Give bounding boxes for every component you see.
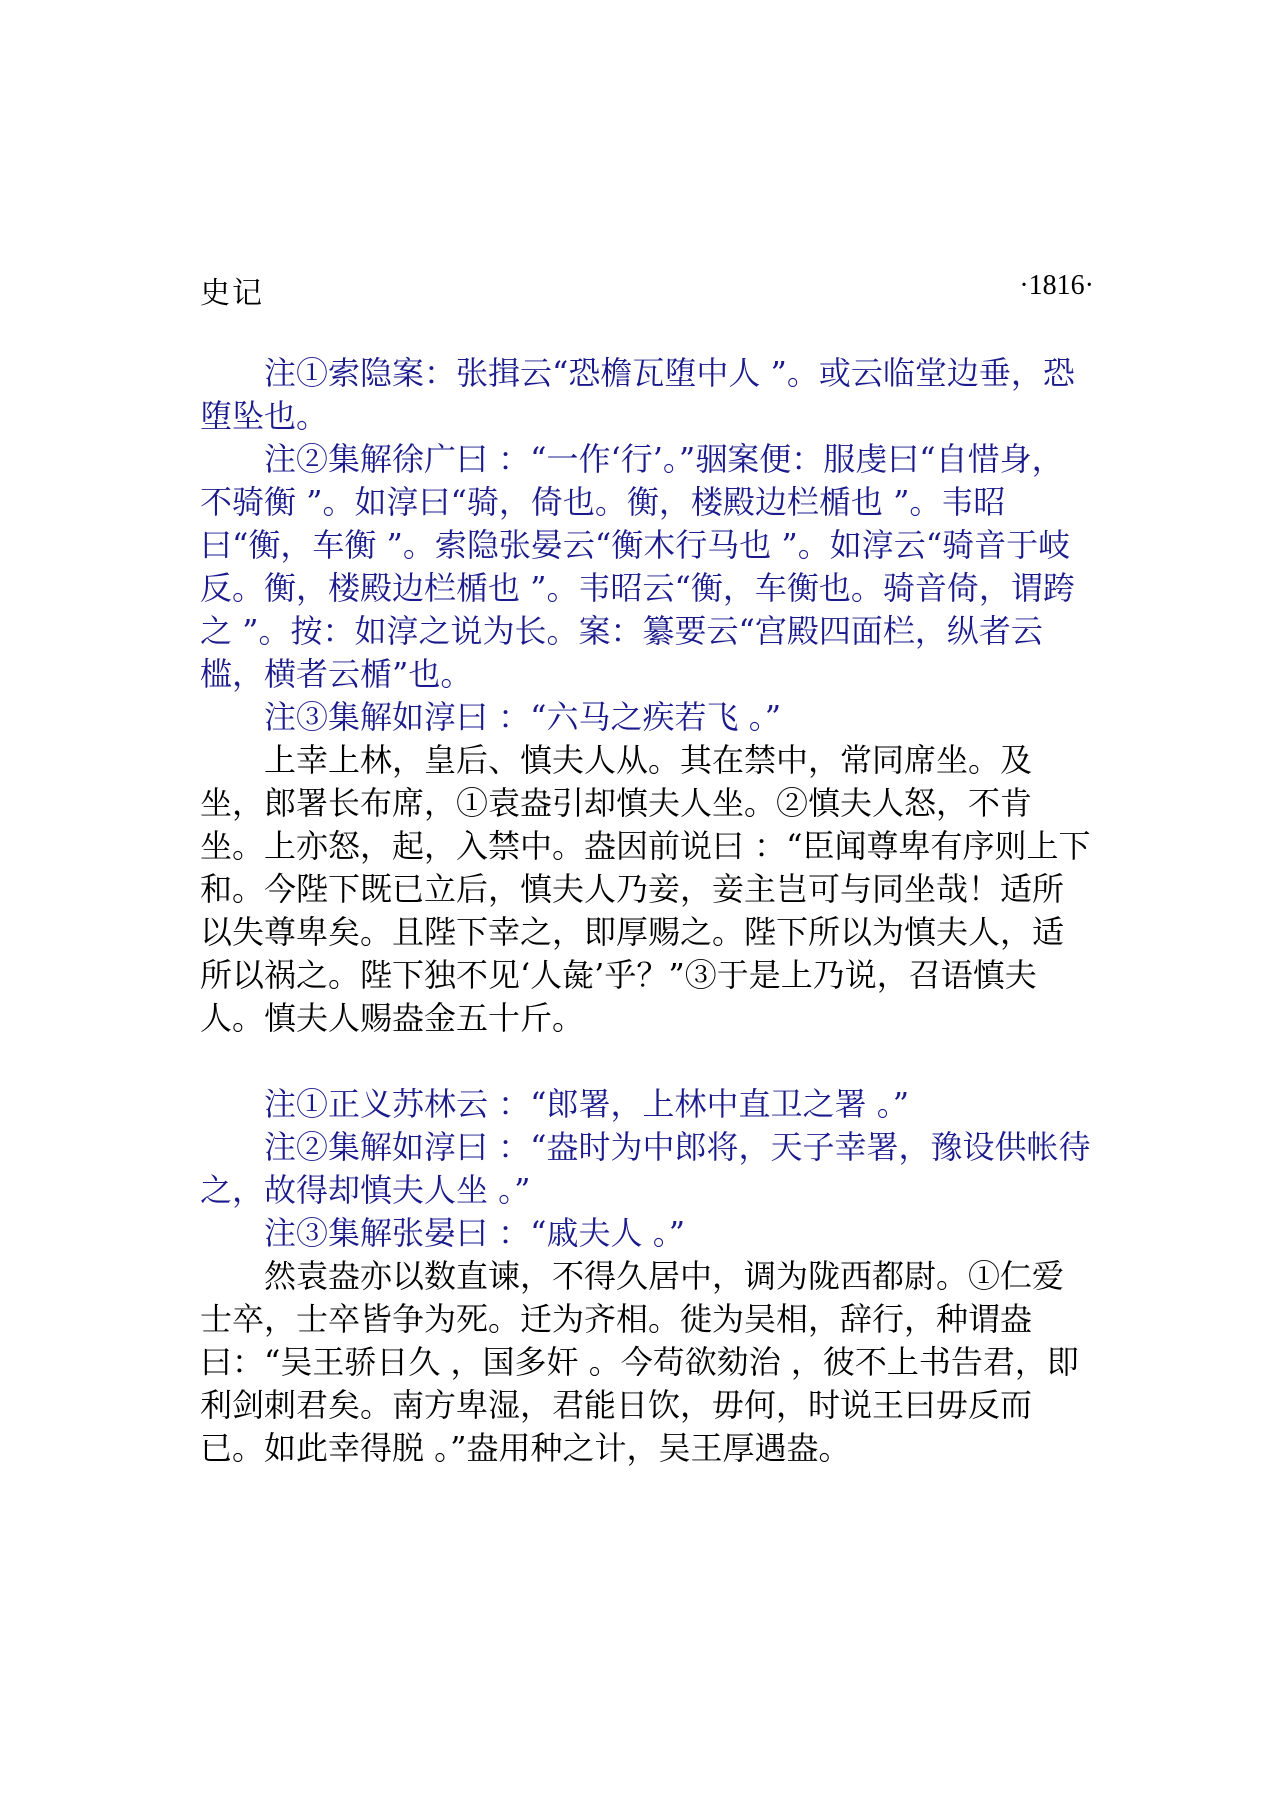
annotation-note: 注②集解如淳曰 ：“盎时为中郎将，天子幸署，豫设供帐待之，故得却慎夫人坐 。” [200, 1128, 1091, 1209]
page-number: ·1816· [1019, 270, 1094, 301]
annotation-note: 注②集解徐广曰 ：“一作‘行’。”骃案便：服虔曰“自惜身，不骑衡 ”。如淳曰“骑，倚也。衡，楼殿边栏楯也 ”。韦昭曰“衡，车衡 ”。索隐张晏云“衡木行马也 ”。如淳云“骑音于岐反。衡，楼殿边栏楯也 ”。韦昭云“衡，车衡也。骑音倚，谓跨之 ”。按：如淳之说为长。案：纂要云“宫殿四面栏，纵者云槛，横者云楯”也。 [200, 440, 1075, 693]
section-divider [200, 1040, 1094, 1083]
annotation-note: 注①索隐案：张揖云“恐檐瓦堕中人 ”。或云临堂边垂，恐堕坠也。 [200, 354, 1075, 435]
body-paragraph: 然袁盎亦以数直谏，不得久居中，调为陇西都尉。①仁爱士卒，士卒皆争为死。迁为齐相。徙为吴相，辞行，种谓盎曰：“吴王骄日久 ，国多奸 。今苟欲劾治 ，彼不上书告君，即利剑刺君矣。南方卑湿，君能日饮，毋何，时说王曰毋反而已。如此幸得脱 。”盎用种之计，吴王厚遇盎。 [200, 1257, 1079, 1467]
annotation-note: 注①正义苏林云 ：“郎署，上林中直卫之署 。” [264, 1085, 910, 1123]
book-title: 史记 [200, 276, 264, 311]
body-paragraph: 上幸上林，皇后、慎夫人从。其在禁中，常同席坐。及坐，郎署长布席，①袁盎引却慎夫人坐。②慎夫人怒，不肯坐。上亦怒，起，入禁中。盎因前说曰 ：“臣闻尊卑有序则上下和。今陛下既已立后，慎夫人乃妾，妾主岂可与同坐哉！适所以失尊卑矣。且陛下幸之，即厚赐之。陛下所以为慎夫人，适所以祸之。陛下独不见‘人彘’乎？”③于是上乃说，召语慎夫人。慎夫人赐盎金五十斤。 [200, 741, 1091, 1037]
page-body [200, 352, 1094, 1470]
annotation-note: 注③集解如淳曰 ：“六马之疾若飞 。” [264, 698, 782, 736]
annotation-note: 注③集解张晏曰 ：“戚夫人 。” [264, 1214, 686, 1252]
page-header [200, 268, 1094, 311]
